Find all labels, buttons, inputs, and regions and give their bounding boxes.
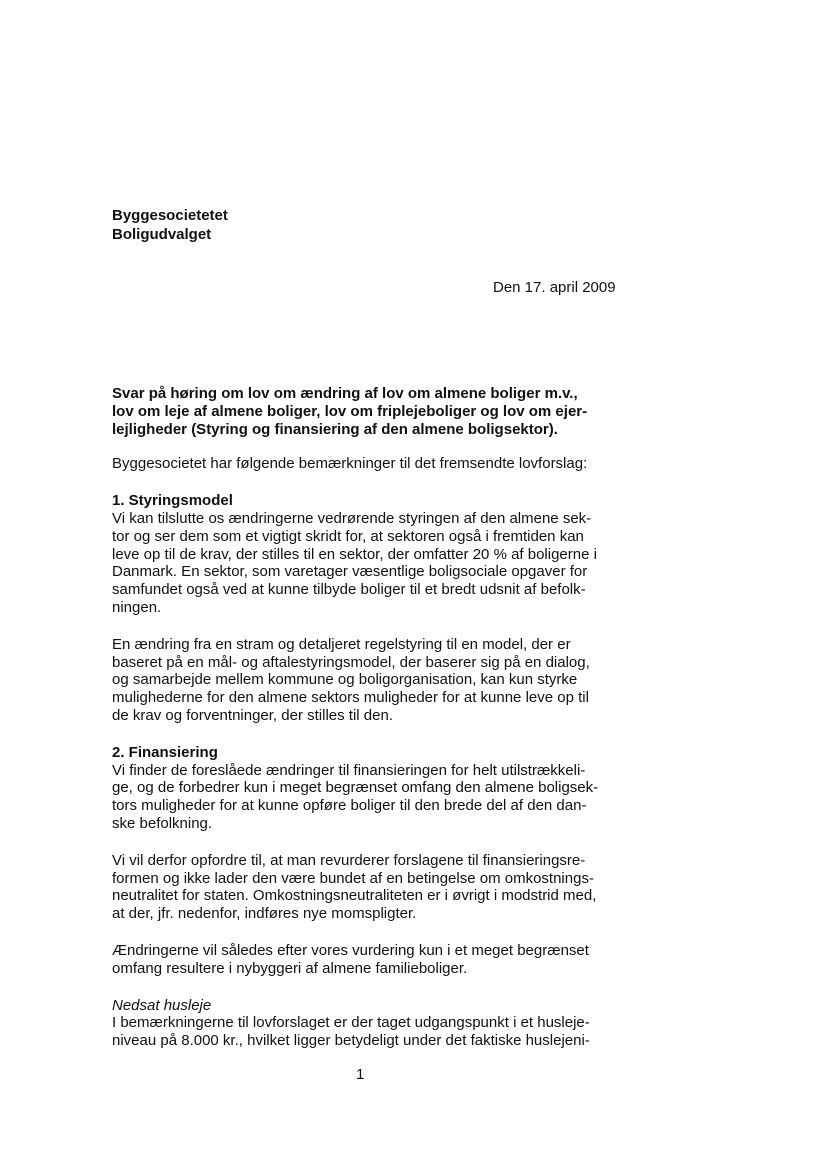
text-line: leve op til de krav, der stilles til en sektor, der omfatter 20 % af boligerne i bbox=[112, 545, 597, 563]
text-line: neutralitet for staten. Omkostningsneutraliteten er i øvrigt i modstrid med, bbox=[112, 887, 597, 905]
letter-title bbox=[112, 385, 624, 438]
sender-block bbox=[112, 206, 228, 244]
text-line: niveau på 8.000 kr., hvilket ligger betydeligt under det faktiske huslejeni- bbox=[112, 1032, 590, 1050]
section2-paragraph2 bbox=[112, 852, 624, 923]
text-line: Vi kan tilslutte os ændringerne vedrørende styringen af den almene sek- bbox=[112, 509, 592, 527]
text-line: Vi finder de foreslåede ændringer til finansieringen for helt utilstrækkeli- bbox=[112, 761, 586, 779]
section1-paragraph2 bbox=[112, 636, 624, 725]
text-line: Ændringerne vil således efter vores vurdering kun i et meget begrænset bbox=[112, 941, 589, 959]
text-line: at der, jfr. nedenfor, indføres nye momspligter. bbox=[112, 905, 417, 923]
text-line: omfang resultere i nybyggeri af almene familieboliger. bbox=[112, 959, 468, 977]
intro-text: Byggesocietet har følgende bemærkninger til det fremsendte lovforslag: bbox=[112, 455, 588, 473]
text-line: ningen. bbox=[112, 598, 162, 616]
section2-paragraph1 bbox=[112, 762, 624, 833]
section2-paragraph3 bbox=[112, 942, 624, 978]
text-line: tor og ser dem som et vigtigt skridt for, at sektoren også i fremtiden kan bbox=[112, 527, 584, 545]
page-number: 1 bbox=[356, 1066, 365, 1083]
section2-heading: 2. Finansiering bbox=[112, 743, 218, 761]
text-line: ske befolkning. bbox=[112, 814, 213, 832]
section1-paragraph1 bbox=[112, 510, 624, 617]
text-line: I bemærkningerne til lovforslaget er der taget udgangspunkt i et husleje- bbox=[112, 1014, 590, 1032]
title-line: Svar på høring om lov om ændring af lov om almene boliger m.v., bbox=[112, 385, 578, 402]
letter-date: Den 17. april 2009 bbox=[493, 279, 616, 296]
title-line: lov om leje af almene boliger, lov om friplejeboliger og lov om ejer- bbox=[112, 402, 588, 420]
text-line: de krav og forventninger, der stilles til den. bbox=[112, 706, 393, 724]
section2-paragraph4 bbox=[112, 1014, 624, 1050]
text-line: Danmark. En sektor, som varetager væsentlige boligsociale opgaver for bbox=[112, 563, 588, 581]
sender-committee: Boligudvalget bbox=[112, 226, 212, 243]
text-line: En ændring fra en stram og detaljeret regelstyring til en model, der er bbox=[112, 635, 571, 653]
text-line: mulighederne for den almene sektors muligheder for at kunne leve op til bbox=[112, 689, 589, 707]
intro-paragraph bbox=[112, 455, 624, 473]
letter-body bbox=[112, 385, 624, 1069]
sender-organization: Byggesocietetet bbox=[112, 207, 228, 224]
text-line: baseret på en mål- og aftalestyringsmodel, der baserer sig på en dialog, bbox=[112, 653, 590, 671]
text-line: samfundet også ved at kunne tilbyde boliger til et bredt udsnit af befolk- bbox=[112, 581, 586, 599]
section2-subheading: Nedsat husleje bbox=[112, 996, 212, 1014]
title-line: lejligheder (Styring og finansiering af den almene boligsektor). bbox=[112, 420, 558, 438]
text-line: Vi vil derfor opfordre til, at man revurderer forslagene til finansieringsre- bbox=[112, 851, 586, 869]
text-line: ge, og de forbedrer kun i meget begrænset omfang den almene boligsek- bbox=[112, 779, 599, 797]
section1-heading: 1. Styringsmodel bbox=[112, 492, 233, 510]
text-line: formen og ikke lader den være bundet af en betingelse om omkostnings- bbox=[112, 869, 594, 887]
text-line: tors muligheder for at kunne opføre boliger til den brede del af den dan- bbox=[112, 797, 587, 815]
text-line: og samarbejde mellem kommune og boligorganisation, kan kun styrke bbox=[112, 671, 578, 689]
